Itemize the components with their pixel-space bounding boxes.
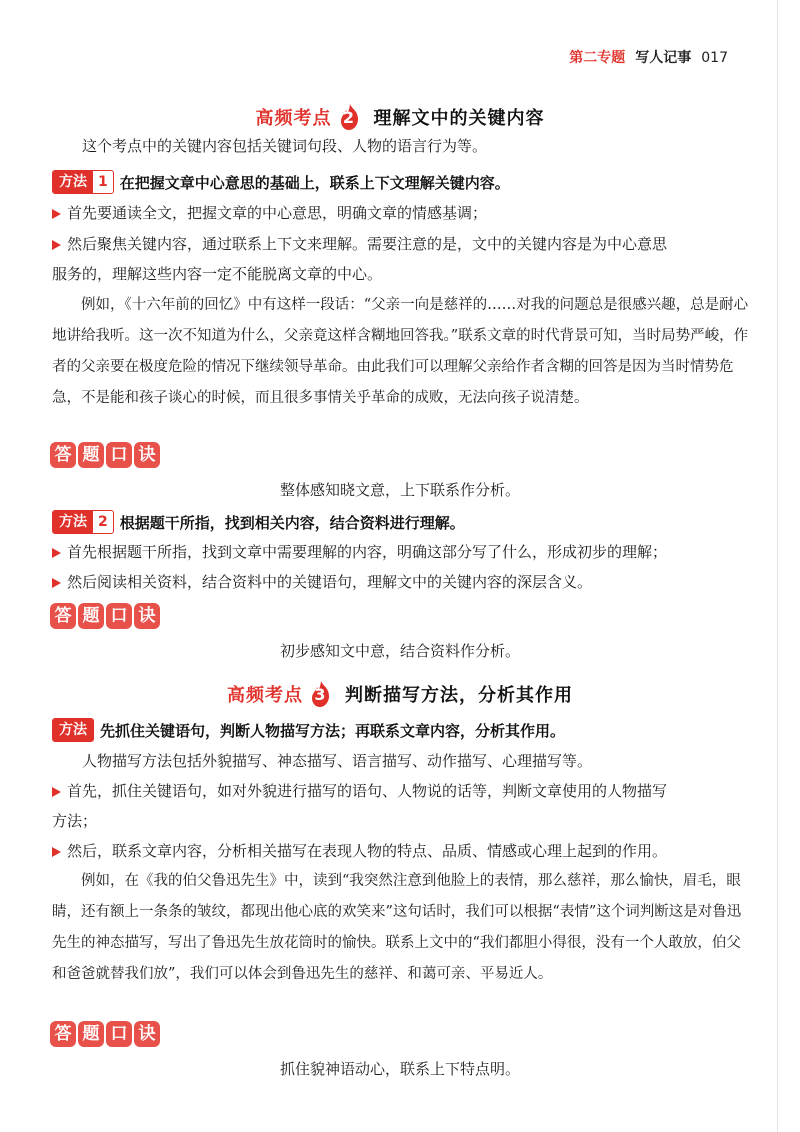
method-2-heading xyxy=(52,510,752,534)
answer-formula-text: 抓住貌神语动心，联系上下特点明。 xyxy=(279,1060,520,1078)
bullet-arrow-icon xyxy=(52,240,61,250)
badge-char: 口 xyxy=(106,603,132,629)
header-section: 第二专题 xyxy=(569,50,626,66)
badge-char: 口 xyxy=(106,442,132,468)
list-item-text: 首先，抓住关键语句，如对外貌进行描写的语句、人物说的话等，判断文章使用的人物描写 xyxy=(67,782,668,800)
badge-char: 诀 xyxy=(134,442,160,468)
key-point-number: 3 xyxy=(314,685,326,704)
example-paragraph: 例如，在《我的伯父鲁迅先生》中，读到“我突然注意到他脸上的表情，那么慈祥，那么愉快，眉毛，眼睛，还有额上一条条的皱纹，都现出他心底的欢笑来”这句话时，我们可以根据“表情”这个词判断这是对鲁迅先生的神态描写，写出了鲁迅先生放花筒时的愉快。联系上文中的“我们都胆小得很，没有一个人敢放，伯父和爸爸就替我们放”，我们可以体会到鲁迅先生的慈祥、和蔼可亲、平易近人。 xyxy=(52,873,742,982)
key-point-label: 高频考点 xyxy=(255,108,332,129)
list-item xyxy=(52,229,752,259)
method-tag-word: 方法 xyxy=(53,511,93,533)
method-tag xyxy=(52,510,114,534)
list-item-text: 然后，联系文章内容，分析相关描写在表现人物的特点、品质、情感或心理上起到的作用。 xyxy=(67,842,668,860)
answer-formula-text: 初步感知文中意，结合资料作分析。 xyxy=(279,642,520,660)
example-paragraph: 例如，《十六年前的回忆》中有这样一段话：“父亲一向是慈祥的……对我的问题总是很感兴趣，总是耐心地讲给我听。这一次不知道为什么，父亲竟这样含糊地回答我。”联系文章的时代背景可知，当时局势严峻，作者的父亲要在极度危险的情况下继续领导革命。由此我们可以理解父亲给作者含糊的回答是因为当时情势危急，不是能和孩子谈心的时候，而且很多事情关乎革命的成败，无法向孩子说清楚。 xyxy=(52,297,749,406)
badge-char: 题 xyxy=(78,603,104,629)
key-point-title: 理解文中的关键内容 xyxy=(373,108,545,129)
flame-icon xyxy=(309,680,333,708)
list-item xyxy=(52,537,752,567)
page-edge-line xyxy=(777,0,778,1132)
flame-icon xyxy=(338,103,362,131)
bullet-arrow-icon xyxy=(52,578,61,588)
kp3-intro: 人物描写方法包括外貌描写、神态描写、语言描写、动作描写、心理描写等。 xyxy=(82,752,593,770)
answer-formula-badge xyxy=(50,442,160,468)
kp2-intro: 这个考点中的关键内容包括关键词句段、人物的语言行为等。 xyxy=(82,137,488,155)
list-item-continued: 方法； xyxy=(52,812,98,830)
page-header xyxy=(569,47,728,67)
key-point-label: 高频考点 xyxy=(227,685,303,706)
bullet-arrow-icon xyxy=(52,787,61,797)
method-text: 先抓住关键语句，判断人物描写方法；再联系文章内容，分析其作用。 xyxy=(100,721,566,740)
list-item-continued: 服务的，理解这些内容一定不能脱离文章的中心。 xyxy=(52,265,383,283)
bullet-arrow-icon xyxy=(52,209,61,219)
answer-formula-text: 整体感知晓文意，上下联系作分析。 xyxy=(279,481,520,499)
badge-char: 题 xyxy=(78,442,104,468)
method-tag-word: 方法 xyxy=(53,171,93,193)
key-point-2-heading xyxy=(0,103,800,131)
list-item xyxy=(52,567,752,597)
method-1-heading xyxy=(52,170,752,194)
badge-char: 诀 xyxy=(134,603,160,629)
answer-formula-badge xyxy=(50,603,160,629)
key-point-title: 判断描写方法，分析其作用 xyxy=(345,685,573,706)
method-tag-word: 方法 xyxy=(53,719,93,741)
bullet-arrow-icon xyxy=(52,847,61,857)
list-item-text: 首先要通读全文，把握文章的中心意思，明确文章的情感基调； xyxy=(67,204,488,222)
key-point-3-heading xyxy=(0,680,800,708)
method-text: 根据题干所指，找到相关内容，结合资料进行理解。 xyxy=(119,513,465,532)
header-chapter: 写人记事 xyxy=(635,50,692,66)
badge-char: 口 xyxy=(106,1021,132,1047)
badge-char: 诀 xyxy=(134,1021,160,1047)
list-item xyxy=(52,776,752,806)
bullet-arrow-icon xyxy=(52,548,61,558)
answer-formula-badge xyxy=(50,1021,160,1047)
list-item-text: 首先根据题干所指，找到文章中需要理解的内容，明确这部分写了什么，形成初步的理解； xyxy=(67,543,668,561)
list-item xyxy=(52,198,752,228)
list-item-text: 然后阅读相关资料，结合资料中的关键语句，理解文中的关键内容的深层含义。 xyxy=(67,573,593,591)
method-text: 在把握文章中心意思的基础上，联系上下文理解关键内容。 xyxy=(119,173,510,192)
list-item-text: 然后聚焦关键内容，通过联系上下文来理解。需要注意的是，文中的关键内容是为中心意思 xyxy=(67,235,668,253)
method-tag xyxy=(52,718,94,742)
badge-char: 答 xyxy=(50,1021,76,1047)
method-3-heading xyxy=(52,718,752,742)
list-item xyxy=(52,836,752,866)
key-point-number: 2 xyxy=(342,108,355,127)
method-tag-number: 1 xyxy=(98,174,108,190)
badge-char: 题 xyxy=(78,1021,104,1047)
method-tag-number: 2 xyxy=(98,514,108,530)
badge-char: 答 xyxy=(50,603,76,629)
page-number: 017 xyxy=(701,50,728,66)
method-tag xyxy=(52,170,114,194)
badge-char: 答 xyxy=(50,442,76,468)
